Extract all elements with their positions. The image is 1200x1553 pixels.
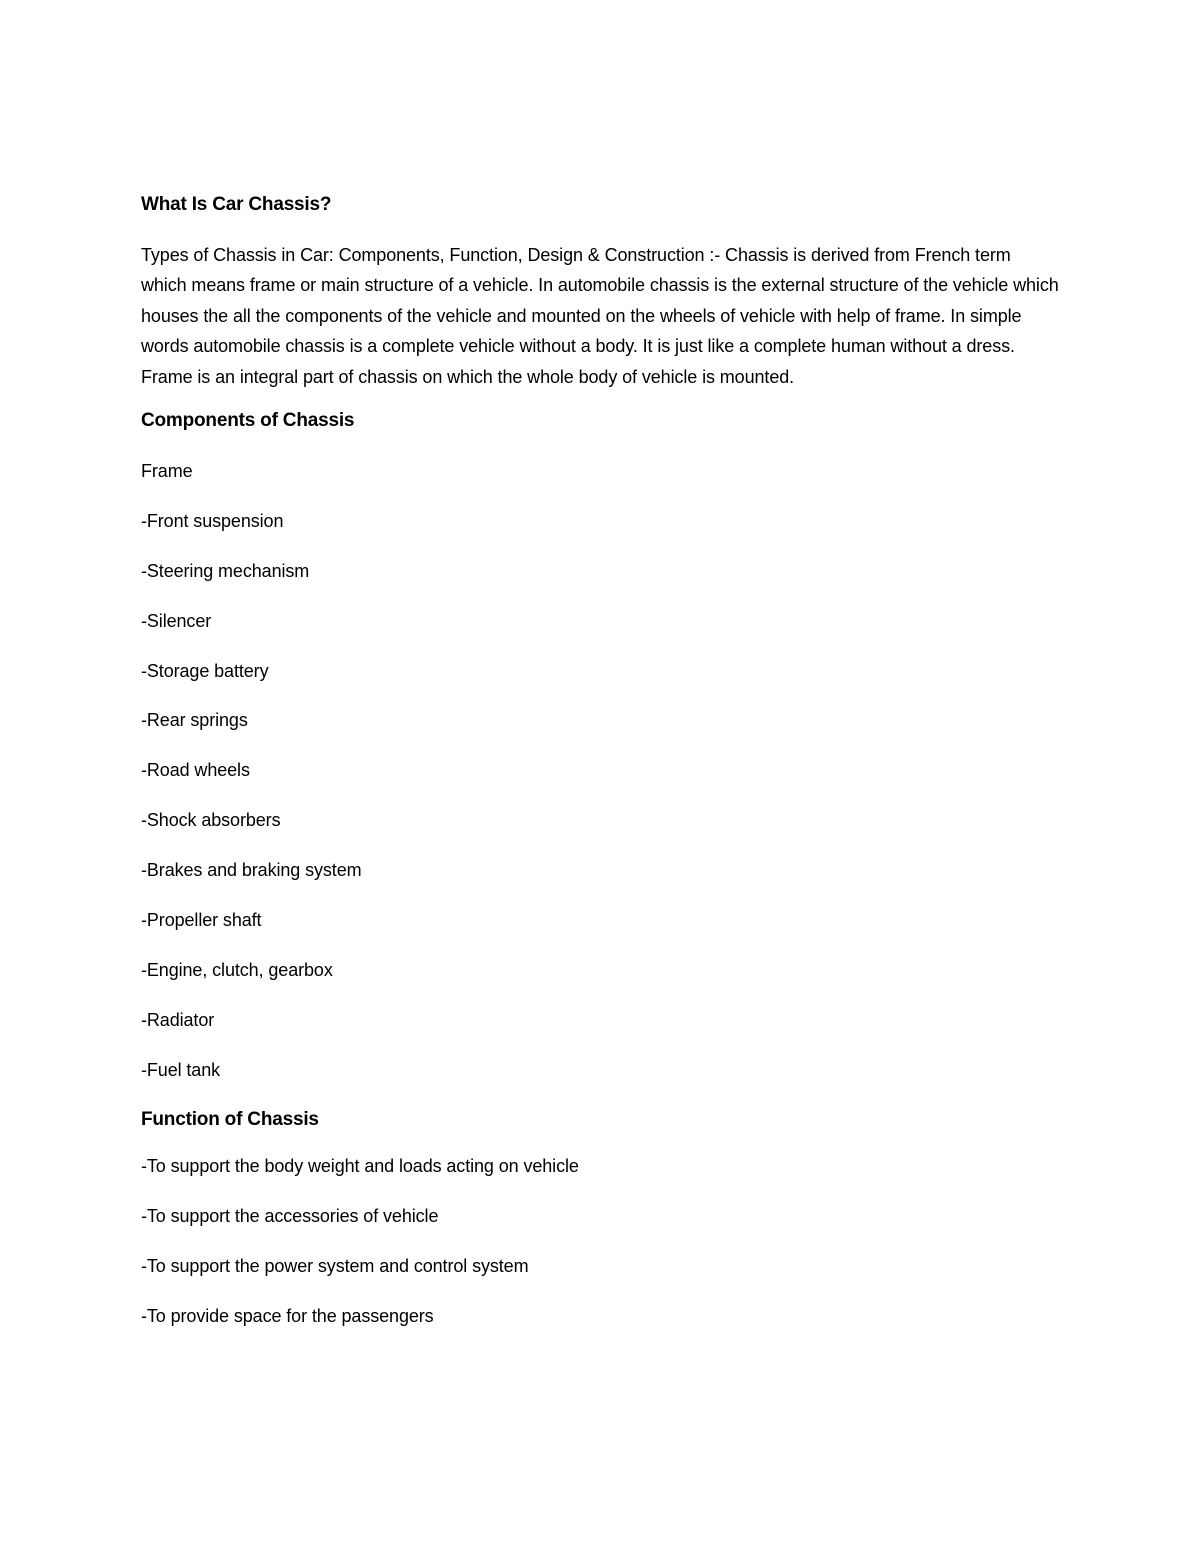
list-item: -Engine, clutch, gearbox xyxy=(141,959,333,980)
list-item: -Front suspension xyxy=(141,510,284,531)
document-body xyxy=(141,190,1061,1351)
list-item: -To support the body weight and loads acting on vehicle xyxy=(141,1155,579,1176)
list-item: -Rear springs xyxy=(141,710,248,731)
list-item: -Silencer xyxy=(141,610,212,631)
list-item: -To support the accessories of vehicle xyxy=(141,1205,439,1226)
list-item: Frame xyxy=(141,461,193,482)
function-heading: Function of Chassis xyxy=(141,1108,319,1130)
components-heading: Components of Chassis xyxy=(141,410,355,432)
functions-list xyxy=(141,1151,1061,1331)
components-list xyxy=(141,456,1061,1085)
list-item: -To support the power system and control system xyxy=(141,1255,529,1276)
list-item: -Road wheels xyxy=(141,760,250,781)
list-item: -Brakes and braking system xyxy=(141,860,362,881)
list-item: -Shock absorbers xyxy=(141,810,281,831)
list-item: -Storage battery xyxy=(141,660,269,681)
list-item: -To provide space for the passengers xyxy=(141,1305,434,1326)
list-item: -Radiator xyxy=(141,1009,215,1030)
page-title: What Is Car Chassis? xyxy=(141,194,332,215)
list-item: -Propeller shaft xyxy=(141,910,262,931)
intro-paragraph: Types of Chassis in Car: Components, Function, Design & Construction :- Chassis is derived from French term which means frame or main structure of a vehicle. In automobile chassis is the external structure of the vehicle which houses the all the components of the vehicle and mounted on the wheels of vehicle with help of frame. In simple words automobile chassis is a complete vehicle without a body. It is just like a complete human without a dress. Frame is an integral part of chassis on which the whole body of vehicle is mounted. xyxy=(141,245,1059,387)
list-item: -Fuel tank xyxy=(141,1059,221,1080)
list-item: -Steering mechanism xyxy=(141,560,310,581)
